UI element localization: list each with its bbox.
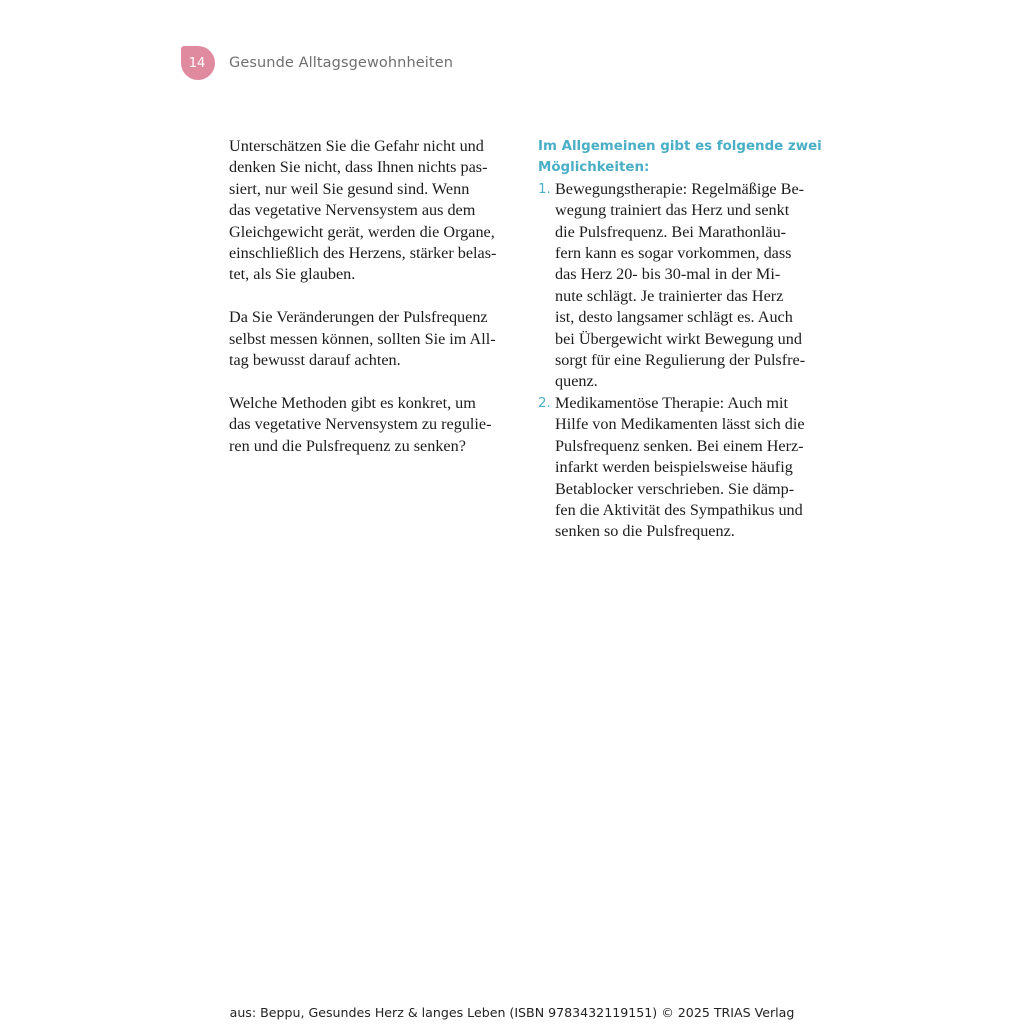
text-line: Hilfe von Medikamenten lässt sich die <box>555 415 805 434</box>
text-line: das Herz 20- bis 30-mal in der Mi- <box>555 265 781 284</box>
text-line: die Pulsfrequenz. Bei Marathonläu- <box>555 222 787 241</box>
list-item <box>538 393 828 543</box>
text-line: das vegetative Nervensystem zu regulie- <box>229 415 492 434</box>
text-line: fen die Aktivität des Sympathikus und <box>555 500 803 519</box>
text-line: tet, als Sie glauben. <box>229 265 356 284</box>
text-line: Medikamentöse Therapie: Auch mit <box>555 393 789 412</box>
page-number-badge: 14 <box>181 46 215 80</box>
text-line: infarkt werden beispielsweise häufig <box>555 458 793 477</box>
text-line: Unterschätzen Sie die Gefahr nicht und <box>229 137 484 155</box>
text-line: Gleichgewicht gerät, werden die Organe, <box>229 222 495 241</box>
text-line: Pulsfrequenz senken. Bei einem Herz- <box>555 436 804 455</box>
intro-line: Im Allgemeinen gibt es folgende zwei <box>538 139 822 154</box>
paragraph-1 <box>229 136 514 286</box>
text-line: fern kann es sogar vorkommen, dass <box>555 244 792 263</box>
list-number: 1. <box>538 181 551 197</box>
text-line: ren und die Pulsfrequenz zu senken? <box>229 436 466 455</box>
text-line: siert, nur weil Sie gesund sind. Wenn <box>229 179 470 198</box>
text-line: Da Sie Veränderungen der Pulsfrequenz <box>229 308 488 327</box>
running-title: Gesunde Alltagsgewohnheiten <box>229 55 454 71</box>
list-item <box>538 179 828 393</box>
text-line: quenz. <box>555 372 598 391</box>
numbered-list <box>538 179 828 543</box>
text-line: Welche Methoden gibt es konkret, um <box>229 393 476 412</box>
text-line: Bewegungstherapie: Regelmäßige Be- <box>555 179 805 198</box>
text-line: ist, desto langsamer schlägt es. Auch <box>555 308 793 327</box>
list-number: 2. <box>538 395 551 411</box>
text-line: denken Sie nicht, dass Ihnen nichts pas- <box>229 158 488 177</box>
text-line: Betablocker verschrieben. Sie dämp- <box>555 479 795 498</box>
intro-line: Möglichkeiten: <box>538 160 650 176</box>
left-column <box>229 136 514 478</box>
list-intro-heading <box>538 136 828 179</box>
text-line: einschließlich des Herzens, stärker belas- <box>229 244 497 263</box>
paragraph-3 <box>229 393 514 457</box>
page-header <box>181 46 453 80</box>
text-line: tag bewusst darauf achten. <box>229 351 401 370</box>
text-line: sorgt für eine Regulierung der Pulsfre- <box>555 351 806 370</box>
source-footer: aus: Beppu, Gesundes Herz & langes Leben (ISBN 9783432119151) © 2025 TRIAS Verlag <box>229 1005 795 1020</box>
text-line: senken so die Pulsfrequenz. <box>555 522 735 541</box>
text-line: wegung trainiert das Herz und senkt <box>555 201 790 220</box>
text-line: das vegetative Nervensystem aus dem <box>229 201 476 220</box>
text-line: selbst messen können, sollten Sie im All- <box>229 329 496 348</box>
text-line: bei Übergewicht wirkt Bewegung und <box>555 329 802 348</box>
paragraph-2 <box>229 307 514 371</box>
text-line: nute schlägt. Je trainierter das Herz <box>555 286 784 305</box>
right-column <box>538 136 828 543</box>
